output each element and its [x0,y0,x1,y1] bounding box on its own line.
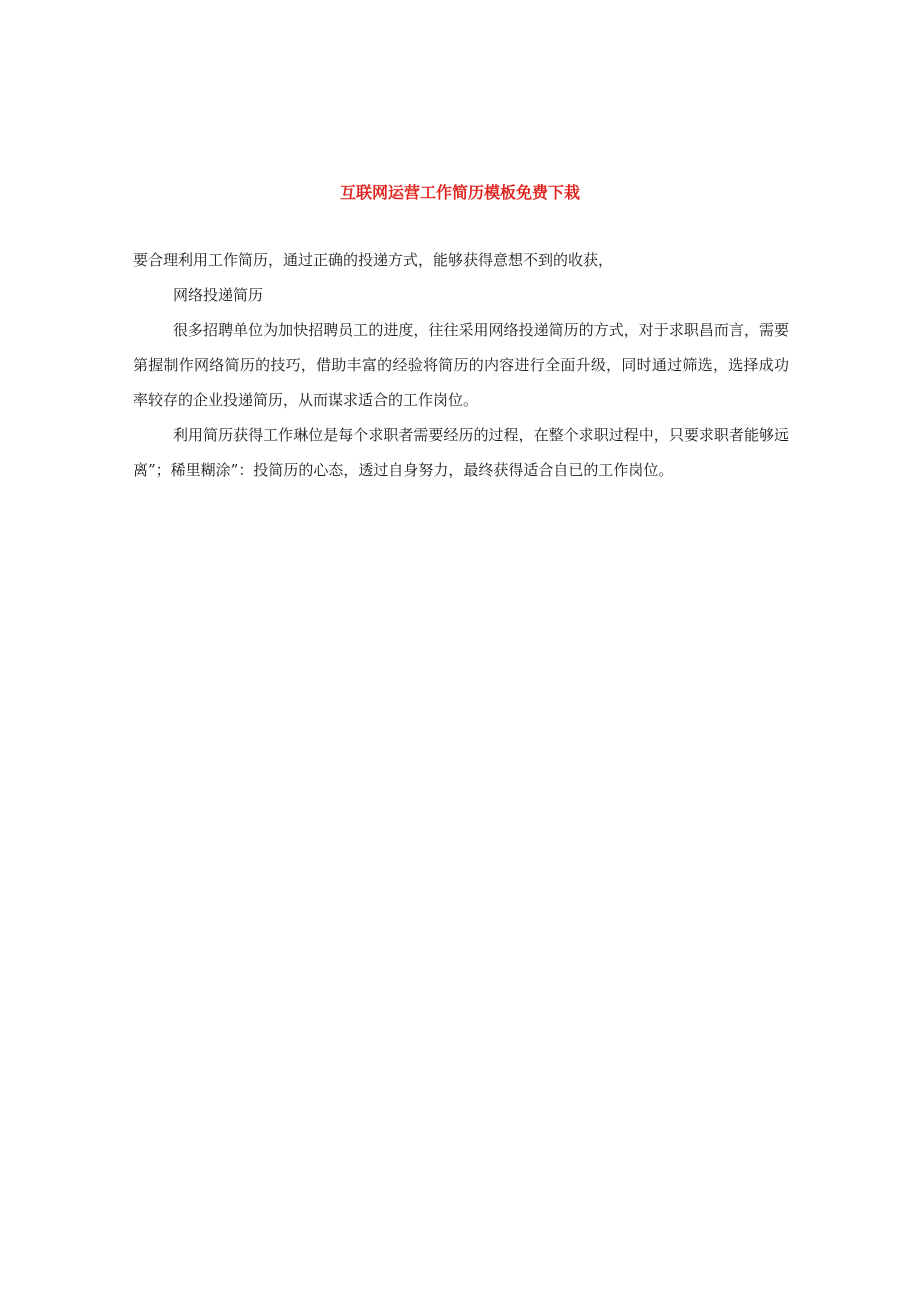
document-title: 互联网运营工作简历模板免费下栽 [339,183,580,202]
document-body [133,243,789,488]
section-heading-online-resume: 网络投递简历 [173,286,264,304]
online-resume-paragraph: 很多招聘单位为加快招聘员工的进度，往往采用网络投递简历的方式，对于求职昌而言，需要第握制作网络简历的技巧，借助丰富的经验将简历的内容进行全面升级，同时通过筛选，选择成功率较存的企业投递简历，从而谋求适合的工作岗位。 [133,321,789,409]
intro-paragraph: 要合理利用工作简历，通过正确的投递方式，能够获得意想不到的收获， [133,251,614,269]
job-search-paragraph: 利用简历获得工作琳位是每个求职者需要经历的过程，在整个求职过程中，只要求职者能够远离”；稀里糊涂”：投简历的心态，透过自身努力，最终获得适合自已的工作岗位。 [133,426,789,479]
